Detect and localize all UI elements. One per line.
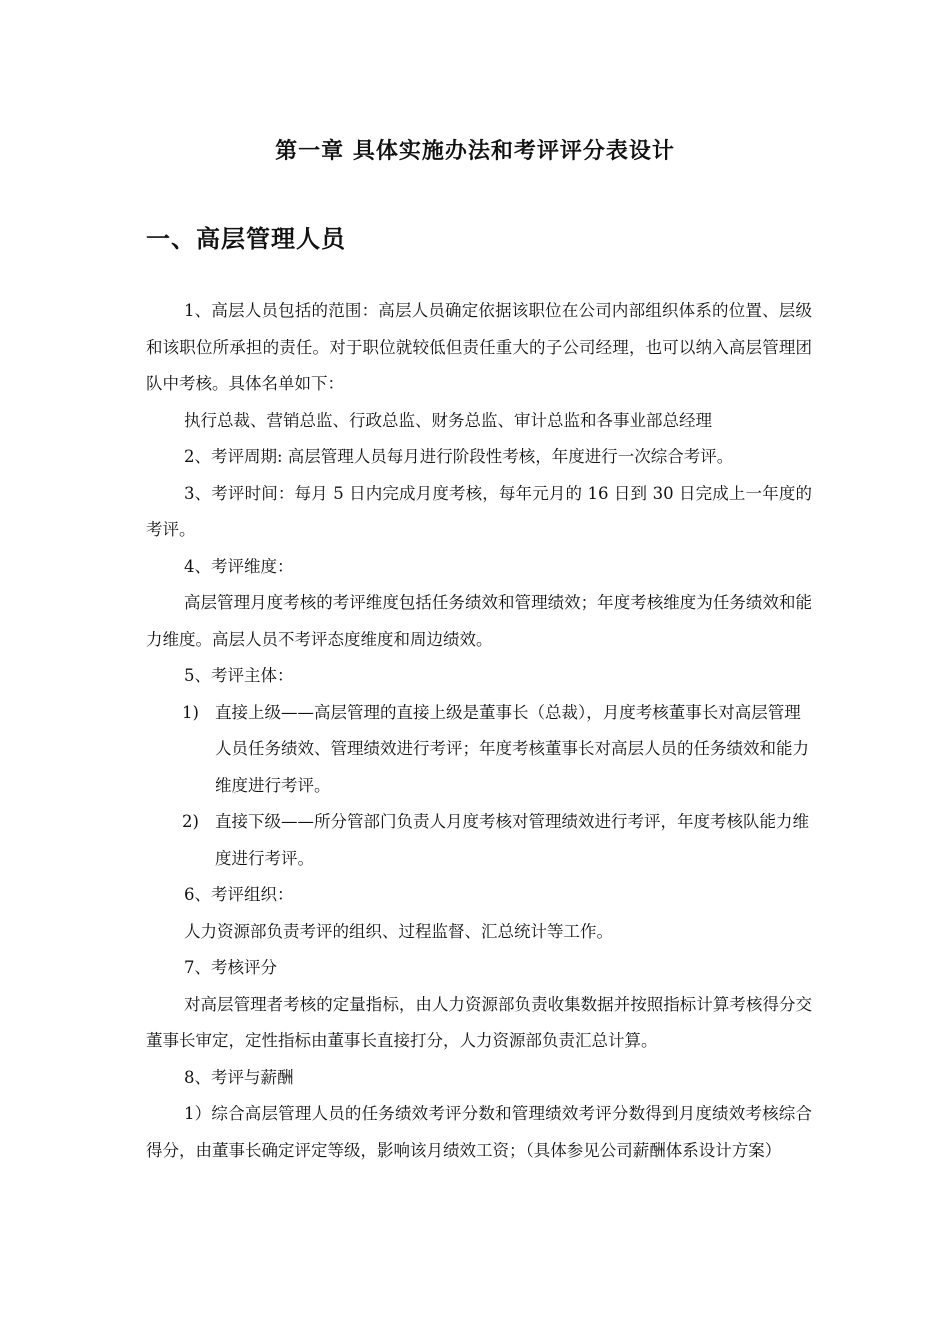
list-item-subordinate xyxy=(146,804,812,877)
paragraph-organization: 人力资源部负责考评的组织、过程监督、汇总统计等工作。 xyxy=(184,921,613,941)
paragraph-salary-heading: 8、考评与薪酬 xyxy=(184,1067,294,1087)
list-item-text: 直接下级——所分管部门负责人月度考核对管理绩效进行考评，年度考核队能力维度进行考评。 xyxy=(215,812,809,868)
section-heading: 一、高层管理人员 xyxy=(146,225,346,253)
paragraph-organization-heading: 6、考评组织： xyxy=(184,885,294,904)
paragraph-scoring-heading: 7、考核评分 xyxy=(184,958,277,977)
paragraph-subject-heading: 5、考评主体： xyxy=(184,666,294,685)
paragraph-dimension: 高层管理月度考核的考评维度包括任务绩效和管理绩效；年度考核维度为任务绩效和能力维度。高层人员不考评态度维度和周边绩效。 xyxy=(146,593,812,649)
paragraph-salary: 1）综合高层管理人员的任务绩效考评分数和管理绩效考评分数得到月度绩效考核综合得分，由董事长确定评定等级，影响该月绩效工资；（具体参见公司薪酬体系设计方案） xyxy=(146,1104,812,1160)
list-number: 1) xyxy=(182,702,199,722)
paragraph-roster: 执行总裁、营销总监、行政总监、财务总监、审计总监和各事业部总经理 xyxy=(184,410,712,430)
list-item-text: 直接上级——高层管理的直接上级是董事长（总裁），月度考核董事长对高层管理人员任务绩效、管理绩效进行考评；年度考核董事长对高层人员的任务绩效和能力维度进行考评。 xyxy=(215,702,809,795)
chapter-title: 第一章 具体实施办法和考评评分表设计 xyxy=(275,139,675,164)
paragraph-cycle: 2、考评周期: 高层管理人员每月进行阶段性考核，年度进行一次综合考评。 xyxy=(184,447,734,466)
paragraph-dimension-heading: 4、考评维度： xyxy=(184,556,294,576)
document-body xyxy=(146,293,812,1169)
list-number: 2) xyxy=(182,812,199,831)
paragraph-time: 3、考评时间：每月 5 日内完成月度考核，每年元月的 16 日到 30 日完成上一年度的考评。 xyxy=(146,483,812,539)
paragraph-scope: 1、高层人员包括的范围：高层人员确定依据该职位在公司内部组织体系的位置、层级和该职位所承担的责任。对于职位就较低但责任重大的子公司经理，也可以纳入高层管理团队中考核。具体名单如下： xyxy=(146,301,812,393)
list-item-superior xyxy=(146,695,812,805)
paragraph-scoring: 对高层管理者考核的定量指标，由人力资源部负责收集数据并按照指标计算考核得分交董事长审定，定性指标由董事长直接打分，人力资源部负责汇总计算。 xyxy=(146,994,812,1050)
